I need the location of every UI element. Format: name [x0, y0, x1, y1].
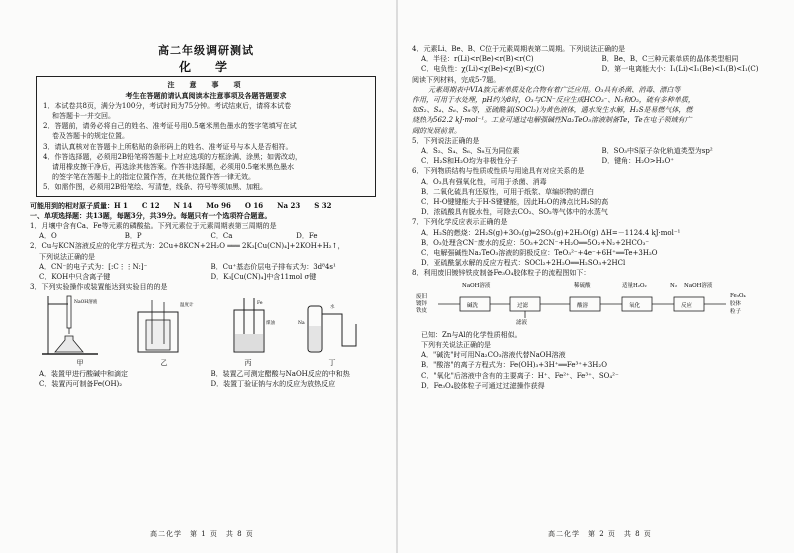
- q8-flowchart: [412, 280, 782, 326]
- notice-subtitle: 考生在答题前请认真阅读本注意事项及各题答题要求: [125, 90, 287, 100]
- q6-option-b[interactable]: B．二氧化硫具有还原性，可用于纸浆、草编织物的漂白: [421, 187, 595, 196]
- label-na: Na: [298, 321, 305, 327]
- label-bing: 丙: [244, 359, 252, 368]
- q8-option-b[interactable]: B．"酸溶"的离子方程式为：Fe(OH)₃+3H⁺══Fe³⁺+3H₂O: [421, 361, 607, 370]
- q2-option-c[interactable]: C．KOH中只含离子键: [39, 273, 111, 282]
- notice-item: 3．请认真核对在答题卡上所粘贴的条形码上的姓名、准考证号与本人是否相符。: [43, 142, 293, 151]
- passage-line: 烧热为562.2 kJ·mol⁻¹。工业可通过电解强碱性Na₂TeO₃溶液制备Te，Te在电子领域有广: [412, 116, 692, 125]
- page-2-footer: 高二化学 第 2 页 共 8 页: [548, 529, 652, 538]
- q8-prompt: 下列有关说法正确的是: [421, 341, 491, 350]
- notice-box: [36, 76, 376, 196]
- apparatus-jia: [42, 296, 98, 354]
- q3-option-a[interactable]: A．装置甲进行酸碱中和滴定: [39, 369, 129, 378]
- q3-options-row-1: [30, 369, 382, 379]
- passage-line: 阔的发展前景。: [412, 126, 461, 135]
- q2-options-row-1: [30, 262, 382, 272]
- notice-item: 请用橡皮擦干净后，再选涂其他答案。作答非选择题，必须用0.5毫米黑色墨水: [52, 163, 295, 172]
- flow-h2o2-label: 适量H₂O₂: [622, 282, 647, 289]
- q1-option-c[interactable]: C．Ca: [210, 232, 233, 241]
- label-ding: 丁: [328, 359, 336, 368]
- page-1: [0, 0, 396, 553]
- q5-option-b[interactable]: B．SO₃中S原子杂化轨道类型为sp²: [601, 147, 713, 156]
- q3-apparatus-labels: [38, 358, 374, 368]
- notice-item: 卷及答题卡的规定位置。: [52, 132, 129, 141]
- passage-line: 如S₂、S₄、S₆、S₈等，亚硫酰氯(SOCl₂)为黄色液体，遇水发生水解，H₂S是易燃气体，燃: [412, 106, 693, 115]
- q3-apparatus-figure: [38, 294, 374, 358]
- flow-product-3: 粒子: [730, 308, 742, 315]
- notice-item: 2．答题前，请务必将自己的姓名、准考证号用0.5毫米黑色墨水的签字笔填写在试: [43, 122, 297, 131]
- q4-option-d[interactable]: D．第一电离能大小：I₁(Li)<I₁(Be)<I₁(B)<I₁(C): [601, 65, 759, 74]
- section-1-heading: 一、单项选择题：共13题，每题3分，共39分。每题只有一个选项符合题意。: [30, 210, 272, 220]
- q8-option-d[interactable]: D．Fe₃O₄胶体粒子可通过过滤操作获得: [421, 381, 545, 390]
- q2-option-b[interactable]: B．Cu⁺基态价层电子排布式为：3d⁸4s¹: [210, 262, 336, 271]
- apparatus-bing: [234, 298, 275, 352]
- q4-option-b[interactable]: B．Be、B、C三种元素单质的晶体类型相同: [601, 55, 739, 64]
- q3-options-row-2: [30, 379, 382, 389]
- flow-acid-label: 稀硫酸: [574, 282, 591, 289]
- q5-option-c[interactable]: C．H₂S和H₂O均为非极性分子: [421, 157, 518, 166]
- notice-title: 注 意 事 项: [167, 80, 245, 90]
- q4-option-c[interactable]: C．电负性：χ(Li)<χ(Be)<χ(B)<χ(C): [421, 65, 545, 74]
- notice-item: 的签字笔在答题卡上的指定位置作答，在其他位置作答一律无效。: [52, 173, 255, 182]
- flow-filtrate: 滤液: [516, 319, 528, 326]
- flow-naoh-label: NaOH溶液: [462, 282, 491, 289]
- apparatus-yi: [138, 300, 194, 352]
- q6-option-d[interactable]: D．浓硫酸具有脱水性，可除去CO₂、SO₂等气体中的水蒸气: [421, 208, 608, 217]
- q8-known: 已知：Zn与Al的化学性质相似。: [421, 330, 522, 339]
- q2-option-d[interactable]: D．K₃[Cu(CN)₄]中含11mol σ键: [210, 273, 317, 282]
- q7-stem: 7．下列化学反应表示正确的是: [412, 218, 508, 227]
- flow-product-1: Fe₃O₄: [730, 292, 746, 299]
- flow-step-2: 过滤: [517, 302, 529, 309]
- flow-step-1: 碱洗: [467, 302, 479, 309]
- flow-input-2: 镀锌: [416, 300, 428, 307]
- flow-step-3: 酸溶: [577, 302, 589, 309]
- label-yi: 乙: [160, 359, 168, 368]
- q5-option-d[interactable]: D．键角：H₂O>H₃O⁺: [601, 157, 674, 166]
- flow-n2-label: N₂: [670, 282, 678, 289]
- q8-option-a[interactable]: A．"碱洗"时可用Na₂CO₃溶液代替NaOH溶液: [421, 351, 566, 360]
- q3-option-b[interactable]: B．装置乙可测定醋酸与NaOH反应的中和热: [210, 369, 350, 378]
- q3-stem: 3．下列实验操作或装置能达到实验目的的是: [30, 283, 168, 292]
- notice-item: 和答题卡一并交回。: [52, 112, 115, 121]
- atomic-masses: 可能用到的相对原子质量：H 1 C 12 N 14 Mo 96 O 16 Na 23 S 32: [30, 200, 332, 210]
- q7-option-c[interactable]: C．电解强碱性Na₂TeO₃溶液的阴极反应：TeO₃²⁻+4e⁻+6H⁺══Te+3H₂O: [421, 249, 658, 258]
- passage-line: 元素周期表中VIA族元素单质及化合物有着广泛应用。O₃具有杀菌、消毒、漂白等: [428, 85, 681, 94]
- q2-option-a[interactable]: A．CN⁻的电子式为：[:C⋮⋮N:]⁻: [39, 262, 148, 271]
- q5-options-row-1: [412, 146, 782, 156]
- label-thermometer: 温度计: [180, 303, 194, 309]
- exam-title: 高二年级调研测试: [158, 44, 254, 57]
- flow-naoh2-label: NaOH溶液: [684, 282, 713, 289]
- q2-stem: 2．Cu与KCN溶液反应的化学方程式为：2Cu+8KCN+2H₂O ═══ 2K₃[Cu(CN)₄]+2KOH+H₂↑，: [30, 242, 345, 251]
- notice-item: 5．如需作图，必须用2B铅笔绘、写清楚，线条、符号等须加黑、加粗。: [43, 183, 268, 192]
- flow-step-4: 氧化: [629, 302, 641, 309]
- flow-input-3: 铁皮: [416, 307, 428, 314]
- passage-line: 作用，可用于水处理，pH约为8时，O₃与CN⁻反应生成HCO₃⁻、N₂和O₂，硫有多种单质，: [412, 96, 695, 105]
- label-kerosene: 煤油: [266, 321, 275, 327]
- page-2: [398, 0, 794, 553]
- q3-option-c[interactable]: C．装置丙可制备Fe(OH)₂: [39, 379, 123, 388]
- q1-option-d[interactable]: D．Fe: [296, 232, 318, 241]
- q5-stem: 5．下列说法正确的是: [412, 136, 480, 145]
- q2-options-row-2: [30, 272, 382, 282]
- q8-stem: 8．利用废旧镀锌铁皮制备Fe₃O₄胶体粒子的流程图如下：: [412, 269, 591, 278]
- exam-subject: 化 学: [178, 60, 233, 75]
- notice-item: 4．作答选择题，必须用2B铅笔将答题卡上对应选项的方框涂满、涂黑；如需改动，: [43, 152, 303, 161]
- q6-option-c[interactable]: C．H-O键键能大于H-S键键能，因此H₂O的沸点比H₂S的高: [421, 198, 609, 207]
- flow-input-1: 废旧: [416, 293, 428, 300]
- q5-options-row-2: [412, 156, 782, 166]
- label-water: 水: [330, 305, 335, 311]
- q4-option-a[interactable]: A．半径：r(Li)<r(Be)<r(B)<r(C): [421, 55, 534, 64]
- q1-option-b[interactable]: B．P: [124, 232, 142, 241]
- q8-option-c[interactable]: C．"氧化"后溶液中含有的主要离子：H⁺、Fe²⁺、Fe³⁺、SO₄²⁻: [421, 371, 619, 380]
- label-fe: Fe: [257, 301, 263, 307]
- flow-step-5: 反应: [681, 302, 693, 309]
- apparatus-ding: [298, 303, 356, 352]
- q2-stem-2: 下列说法正确的是: [39, 252, 95, 261]
- q5-option-a[interactable]: A．S₂、S₄、S₆、S₈互为同位素: [421, 147, 520, 156]
- label-jia: 甲: [76, 359, 84, 368]
- notice-item: 1．本试卷共8页，满分为100分，考试时间为75分钟。考试结束后，请将本试卷: [43, 101, 292, 110]
- q7-option-d[interactable]: D．亚硫酰氯水解的反应方程式：SOCl₂+2H₂O══H₂SO₃+2HCl: [421, 259, 626, 268]
- q6-stem: 6．下列物质结构与性质或性质与用途具有对应关系的是: [412, 167, 585, 176]
- q1-options: [30, 231, 382, 241]
- q7-option-b[interactable]: B．O₃处理含CN⁻废水的反应：5O₃+2CN⁻+H₂O══5O₂+N₂+2HCO₃⁻: [421, 238, 650, 247]
- q4-options-row-2: [412, 64, 782, 74]
- q6-option-a[interactable]: A．O₃具有强氧化性，可用于杀菌、消毒: [421, 177, 547, 186]
- q1-stem: 1．月壤中含有Ca、Fe等元素的磷酸盐。下列元素位于元素周期表第三周期的是: [30, 222, 277, 231]
- page-1-footer: 高二化学 第 1 页 共 8 页: [150, 529, 254, 538]
- flow-product-2: 胶体: [730, 300, 742, 307]
- q1-option-a[interactable]: A．O: [39, 232, 57, 241]
- q4-options-row-1: [412, 54, 782, 64]
- passage-intro: 阅读下列材料，完成5-7题。: [412, 75, 501, 84]
- q3-option-d[interactable]: D．装置丁验证钠与水的反应为放热反应: [210, 379, 336, 388]
- q7-option-a[interactable]: A．H₂S的燃烧：2H₂S(g)+3O₂(g)═2SO₂(g)+2H₂O(g) ΔH=－1124.4 kJ·mol⁻¹: [421, 228, 681, 237]
- q4-stem: 4．元素Li、Be、B、C位于元素周期表第二周期。下列说法正确的是: [412, 45, 626, 53]
- label-naoh: NaOH溶液: [74, 300, 98, 306]
